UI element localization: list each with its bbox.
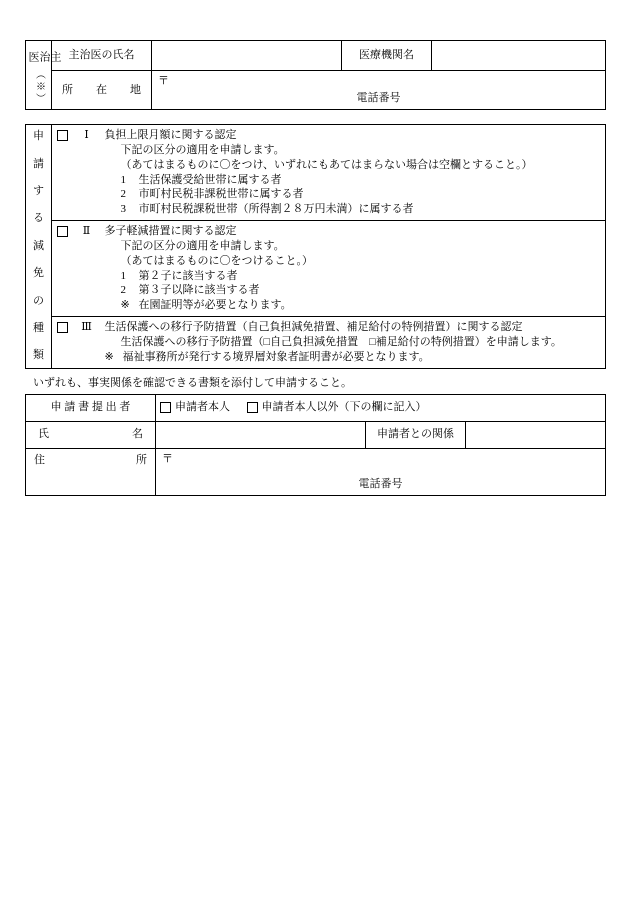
item-2-note-1-mark: ※ xyxy=(120,299,130,312)
item-2-line-1: 下記の区分の適用を申請します。 xyxy=(120,239,285,252)
submitter-section-table xyxy=(25,394,606,496)
item-1-line-2: （あてはまるものに〇をつけ、いずれにもあてはまらない場合は空欄とすること。） xyxy=(120,158,533,171)
submitter-relation-input[interactable] xyxy=(466,421,606,448)
submitter-options-cell xyxy=(156,394,606,421)
app-side-char-8: 種 xyxy=(33,321,44,334)
address-label-char-2: 在 xyxy=(96,83,107,96)
item-2-note-1 xyxy=(121,298,601,313)
item-1-title: 負担上限月額に関する認定 xyxy=(104,129,237,141)
submitter-title-label: 申 請 書 提 出 者 xyxy=(26,394,156,421)
app-side-char-3: す xyxy=(33,185,44,198)
address-label-char-3: 地 xyxy=(130,83,141,96)
doctor-side-label-cell xyxy=(26,41,61,110)
item-3-title: 生活保護への移行予防措置（自己負担減免措置、補足給付の特例措置）に関する認定 xyxy=(104,321,523,334)
doctor-side-label-note: （※） xyxy=(33,69,45,105)
submitter-address-label-char-1: 住 xyxy=(34,453,45,466)
submitter-option-other[interactable] xyxy=(247,401,427,413)
item-2-title: 多子軽減措置に関する認定 xyxy=(104,225,237,238)
submitter-address-row xyxy=(26,448,606,495)
checkbox-icon[interactable] xyxy=(57,322,68,333)
submitter-option-self[interactable] xyxy=(160,401,230,413)
application-item-row-1 xyxy=(26,125,606,221)
item-2-note-1-text: 在園証明等が必要となります。 xyxy=(138,299,292,312)
submitter-address-label xyxy=(26,448,156,495)
item-2-line-2: （あてはまるものに〇をつけること。） xyxy=(120,254,313,267)
item-1-option-1-no: 1 xyxy=(120,173,126,186)
item-1-line-1: 下記の区分の適用を申請します。 xyxy=(120,143,285,156)
doctor-postal-mark: 〒 xyxy=(158,75,169,88)
doctor-name-row xyxy=(26,41,606,71)
submitter-name-label xyxy=(26,421,156,448)
app-side-char-9: 類 xyxy=(33,349,44,362)
item-1-option-2-text: 市町村民税非課税世帯に属する者 xyxy=(138,188,304,201)
item-2-numeral: Ⅱ xyxy=(82,225,91,238)
application-section-table xyxy=(25,124,606,369)
institution-label: 医療機関名 xyxy=(342,41,432,71)
institution-input[interactable] xyxy=(432,41,606,71)
doctor-address-row xyxy=(26,71,606,110)
item-3-line-1[interactable]: 生活保護への移行予防措置（□自己負担減免措置 □補足給付の特例措置）を申請します。 xyxy=(120,335,562,348)
doctor-name-input[interactable] xyxy=(152,41,342,71)
submitter-name-label-char-2: 名 xyxy=(132,428,143,441)
app-side-char-4: る xyxy=(33,212,44,225)
submitter-option-other-label: 申請者本人以外（下の欄に記入） xyxy=(261,401,427,414)
checkbox-item-2[interactable] xyxy=(52,221,74,317)
item-2-option-1-text: 第２子に該当する者 xyxy=(138,269,238,282)
app-side-char-1: 申 xyxy=(33,130,44,143)
item-1-option-3-no: 3 xyxy=(120,203,126,216)
item-1-option-1-text: 生活保護受給世帯に属する者 xyxy=(138,173,282,186)
item-3-body xyxy=(100,317,606,369)
submitter-name-label-char-1: 氏 xyxy=(38,428,49,441)
submitter-name-input[interactable] xyxy=(156,421,366,448)
item-1-numeral: Ⅰ xyxy=(74,125,100,221)
item-2-option-2-text: 第３子以降に該当する者 xyxy=(138,284,260,297)
application-item-row-3 xyxy=(26,317,606,369)
doctor-section-table xyxy=(25,40,606,110)
checkbox-icon[interactable] xyxy=(57,130,68,141)
checkbox-icon[interactable] xyxy=(160,402,171,413)
item-3-note-1 xyxy=(105,350,601,365)
app-side-char-5: 減 xyxy=(33,239,44,252)
item-3-note-1-text: 福祉事務所が発行する境界層対象者証明書が必要となります。 xyxy=(122,350,430,363)
address-label-char-1: 所 xyxy=(62,83,73,96)
submitter-address-input[interactable] xyxy=(156,448,606,495)
submitter-title-row xyxy=(26,394,606,421)
checkbox-icon[interactable] xyxy=(247,402,258,413)
item-1-option-2[interactable] xyxy=(121,187,601,202)
doctor-side-label: 主治医 xyxy=(27,50,61,64)
app-side-char-6: 免 xyxy=(33,267,44,280)
checkbox-item-1[interactable] xyxy=(52,125,74,221)
submitter-postal-mark: 〒 xyxy=(162,452,173,465)
submitter-option-self-label: 申請者本人 xyxy=(175,401,230,414)
item-1-option-2-no: 2 xyxy=(120,188,126,201)
checkbox-item-3[interactable] xyxy=(52,317,74,369)
item-3-numeral: Ⅲ xyxy=(74,317,100,369)
submitter-address-label-char-2: 所 xyxy=(136,453,147,466)
item-3-note-1-mark: ※ xyxy=(104,350,114,363)
doctor-address-input[interactable] xyxy=(152,71,606,110)
item-1-body xyxy=(100,125,606,221)
submitter-tel-label: 電話番号 xyxy=(358,477,403,490)
item-2-option-1[interactable] xyxy=(121,269,601,284)
submitter-relation-label: 申請者との関係 xyxy=(366,421,466,448)
between-note: いずれも、事実関係を確認できる書類を添付して申請すること。 xyxy=(33,376,352,389)
doctor-name-label: 主治医の氏名 xyxy=(52,41,152,71)
item-2-option-2-no: 2 xyxy=(120,284,126,297)
item-2-option-1-no: 1 xyxy=(120,269,126,282)
item-1-option-1[interactable] xyxy=(121,173,601,188)
item-1-option-3[interactable] xyxy=(121,202,601,217)
app-side-char-7: の xyxy=(33,294,44,307)
submitter-name-row xyxy=(26,421,606,448)
checkbox-icon[interactable] xyxy=(57,226,68,237)
application-side-label-cell xyxy=(26,125,52,369)
application-item-row-2 xyxy=(26,221,606,317)
doctor-tel-label: 電話番号 xyxy=(356,92,401,105)
app-side-char-2: 請 xyxy=(33,157,44,170)
item-2-option-2[interactable] xyxy=(121,283,601,298)
item-2-body xyxy=(100,221,606,317)
item-1-option-3-text: 市町村民税課税世帯（所得割２８万円未満）に属する者 xyxy=(138,203,414,216)
doctor-address-label xyxy=(52,71,152,110)
